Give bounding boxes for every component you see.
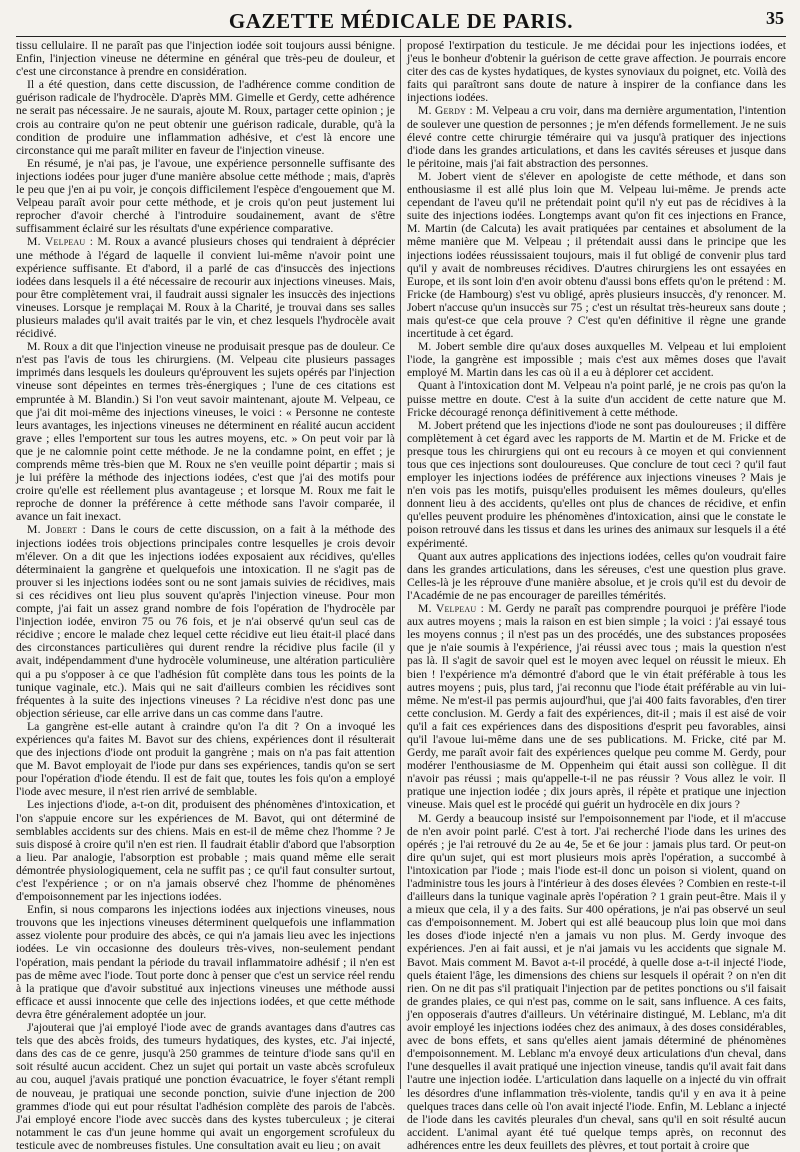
paragraph: [407, 602, 786, 812]
paragraph-text: Les injections d'iode, a-t-on dit, produisent des phénomènes d'intoxication, et l'on s'appuie encore sur les expériences de M. Bavot, qui ont déterminé de semblables accidents sur des chiens. Mais en est-il de même chez l'homme ? Je suis disposé à croire qu'il n'en est rien. Il faudrait établir d'abord que l'absorption a lieu. Par analogie, l'absorption est probable ; mais quand même elle serait démontrée physiologiquement, cela ne suffit pas ; ce qu'il faut consulter surtout, c'est l'expérience ; or on n'a jamais observé chez l'homme de phénomènes d'empoisonnement par les injections iodées.: [16, 798, 395, 904]
speaker-name: M. Jobert :: [27, 523, 86, 537]
paragraph: [16, 523, 395, 719]
right-column: [407, 39, 787, 1152]
paragraph: [16, 720, 395, 799]
paragraph-text: Enfin, si nous comparons les injections iodées aux injections vineuses, nous trouvons que les injections vineuses déterminent quelquefois une inflammation assez violente pour produire des abcès, ce qui n'a jamais lieu avec les injections iodées. Le vin occasionne des douleurs très-vives, non-seulement pendant l'opération, mais pendant la période du travail inflammatoire adhésif ; il n'en est pas de même avec l'iode. Tout porte donc à penser que c'est un service réel rendu à la pratique que d'avoir substitué aux injections vineuses une méthode aussi efficace et aussi innocente que celle des injections iodées, et que cette méthode devra être généralement adoptée un jour.: [16, 903, 395, 1021]
paragraph: [407, 379, 786, 418]
page-number: 35: [766, 8, 784, 28]
paragraph-text: M. Gerdy ne paraît pas comprendre pourquoi je préfère l'iode aux autres moyens ; mais la raison en est bien simple ; la voici : j'ai essayé tous les moyens connus ; il n'est pas un des procédés, une des substances proposées que je n'aie soumis à l'expérience, j'ai réussi avec tous ; mais la question n'est pas là. Il s'agit de savoir quel est le moyen avec lequel on réussit le mieux. Eh bien ! l'expérience m'a démontré d'abord que le vin était préférable à tous les autres moyens ; puis, plus tard, j'ai reconnu que l'iode était préférable au vin lui-même. Ne m'est-il pas permis aujourd'hui, que j'ai 400 faits favorables, d'en tirer cette conclusion. M. Gerdy a fait des expériences, dit-il ; mais il est aisé de voir qu'il a fait ces expériences dans des dispositions d'esprit peu favorables, ainsi qu'il l'avoue lui-même dans une de ses publications. M. Fricke, cité par M. Gerdy, me paraît avoir fait des expériences quelque peu comme M. Gerdy, pour modérer l'enthousiasme de M. Oppenheim qui était aussi son collègue. Il dit n'avoir pas réussi ; mais qu'appelle-t-il ne pas réussir ? Vous allez le voir. Il pratique une injection iodée ; dix jours après, il répète et pratique une injection vineuse. Mais quel est le procédé qui guérit un hydrocèle en dix jours ?: [407, 602, 787, 812]
paragraph-text: M. Jobert vient de s'élever en apologiste de cette méthode, et dans son enthousiasme il est allé plus loin que M. Velpeau lui-même. Je prends acte cependant de l'aveu qu'il ne prétendait point qu'il n'y eut pas de récidives à la suite des injections iodées. Longtemps avant qu'on fit ces injections en France, M. Martin (de Calcuta) les avait pratiquées par centaines et absolument de la même manière que M. Velpeau ; il prétendait aussi dans le principe que les injections iodées réussissaient toujours, mais il fut obligé de convenir plus tard qu'il y avait de nombreuses récidives. D'autres chirurgiens les ont essayées en Europe, et ils sont loin d'en avoir obtenu d'aussi bons effets qu'on le prétend : M. Fricke (de Hambourg) s'est vu obligé, après plusieurs insuccès, d'y renoncer. M. Jobert n'accuse qu'un insuccès sur 75 ; c'est un résultat très-heureux sans doute ; mais qu'est-ce que cela prouve ? C'est qu'en définitive il règne une grande incertitude à cet égard.: [407, 169, 786, 341]
paragraph-text: M. Gerdy a beaucoup insisté sur l'empoisonnement par l'iode, et il m'accuse de n'en avoir point parlé. C'est à tort. J'ai recherché l'iode dans les urines des opérés ; je l'ai retrouvé du 2e au 4e, 5e et 6e jour : jamais plus tard. Or peut-on dire qu'un sujet, qui est mort plusieurs mois après l'opération, a succombé à l'intoxication par l'iode ; mais l'iode est-il donc un poison si violent, quand on l'administre tous les jours à l'intérieur à des doses élevées ? Combien en reste-t-il d'ailleurs dans la tunique vaginale après l'opération ? 1 grain peut-être. Mais il y a mieux que cela, il y a des faits. Sur 400 opérations, je n'ai pas observé un seul cas d'empoisonnement. M. Jobert qui est allé beaucoup plus loin que moi dans les doses d'iode injecté n'en a jamais vu non plus. M. Gerdy invoque des expériences. J'en ai fait aussi, et je n'ai jamais vu les accidents que signale M. Bavot. Mais comment M. Bavot a-t-il procédé, à quelle dose a-t-il injecté l'iode, quels étaient l'âge, les dimensions des chiens sur lesquels il opérait ? on n'en dit rien. On ne dit pas s'il pratiquait l'injection par de petites ponctions ou s'il faisait de grandes plaies, ce qui n'est pas, comme on le sait, sans influence. A ces faits, j'en opposerais d'autres d'ailleurs. Un vétérinaire distingué, M. Leblanc, m'a dit avoir employé les injections iodées chez des animaux, à des doses considérables, avec de bons effets, et sans qu'elles aient jamais déterminé de phénomènes d'empoisonnement. M. Leblanc m'a envoyé deux articulations d'un cheval, dans l'une desquelles il avait pratiqué une injection vineuse, tandis qu'il avait fait dans l'autre une injection iodée. L'articulation dans laquelle on a injecté du vin offrait les désordres d'une inflammation très-violente, tandis qu'il y en ava it à peine quelques traces dans celle où l'on avait injecté l'iode. Enfin, M. Leblanc a injecté de l'iode dans les cavités pleurales d'un cheval, sans qu'il en soit résulté aucun accident. L'animal ayant été tué quelque temps après, on reconnut des adhérences entre les deux feuillets des plèvres, et tout portait à croire que: [407, 811, 786, 1152]
paragraph: [16, 1021, 395, 1152]
speaker-name: M. Velpeau :: [418, 602, 485, 616]
paragraph-text: Il a été question, dans cette discussion, de l'adhérence comme condition de guérison radicale de l'hydrocèle. D'après MM. Gimelle et Gerdy, cette adhérence ne serait pas nécessaire. Je ne saurais, ajoute M. Roux, partager cette opinion ; je crois au contraire qu'on ne peut obtenir une guérison radicale, durable, qu'à la condition de produire une inflammation adhésive, et c'est là encore une circonstance qui me paraît militer en faveur de l'injection vineuse.: [16, 78, 395, 157]
paragraph-text: En résumé, je n'ai pas, je l'avoue, une expérience personnelle suffisante des injections iodées pour juger d'une manière absolue cette méthode ; mais, d'après le peu que j'en ai pu voir, je conçois difficilement l'espèce d'engouement que M. Velpeau paraît avoir pour cette méthode, et je crois qu'on peut justement lui reprocher d'avoir cherché à l'introduire soudainement, avant de s'être suffisamment éclairé sur les résultats d'une expérience comparative.: [16, 156, 395, 236]
text-columns: [16, 39, 787, 1152]
page-header: [16, 6, 786, 37]
paragraph-text: M. Velpeau a cru voir, dans ma dernière argumentation, l'intention de soulever une question de personnes ; je m'en défends formellement. Je ne suis élevé contre cette chirurgie téméraire qui va jusqu'à pratiquer des injections d'iode dans les grandes articulations, et dans les cavités séreuses et jusque dans le péritoine, mais j'ai fait abstraction des personnes.: [407, 104, 786, 170]
paragraph: [16, 78, 395, 157]
paragraph: [407, 550, 786, 602]
column-divider: [400, 39, 401, 1089]
paragraph-text: Quant aux autres applications des injections iodées, celles qu'on voudrait faire dans les grandes articulations, dans les séreuses, c'est une question plus grave. Celles-là je les réprouve d'une manière absolue, et je crois qu'il est du devoir de l'Académie de ne pas encourager de pareilles témérités.: [407, 549, 786, 602]
paragraph: [407, 170, 786, 340]
paragraph: [16, 235, 395, 340]
paragraph: [16, 798, 395, 903]
paragraph: [407, 812, 786, 1152]
paragraph-text: M. Roux a dit que l'injection vineuse ne produisait presque pas de douleur. Ce n'est pas l'avis de tous les chirurgiens. (M. Velpeau cite plusieurs passages imprimés dans lesquels les douleurs qu'éprouvent les sujets opérés par l'injection vineuse sont dépeintes en termes très-énergiques ; l'une de ces citations est empruntée à M. Blandin.) Si l'on veut savoir maintenant, ajoute M. Velpeau, ce que j'ai dit moi-même des injections vineuses, le voici : « Personne ne conteste leurs avantages, les injections vineuses ne déterminent en réalité aucun accident grave ; elles l'emportent sur tous les autres moyens, etc. » On peut voir par là que je ne calomnie point cette méthode. Je ne la condamne point, en effet ; je comprends même très-bien que M. Roux ne s'en veuille point départir ; mais si je lui préfère la méthode des injections iodées, c'est que j'ai des motifs pour croire qu'elle est réellement plus avantageuse ; et lorsque M. Roux me fait le reproche de donner la préférence à cette méthode sans l'avoir comparée, il avance un fait inexact.: [16, 340, 395, 524]
paragraph-text: tissu cellulaire. Il ne paraît pas que l'injection iodée soit toujours aussi bénigne. Enfin, l'injection vineuse ne détermine en général que très-peu de douleur, et c'est une circonstance à prendre en considération.: [16, 39, 395, 79]
paragraph: [16, 157, 395, 236]
paragraph: [16, 340, 395, 523]
paragraph: [16, 903, 395, 1021]
journal-title: GAZETTE MÉDICALE DE PARIS.: [228, 8, 574, 33]
speaker-name: M. Gerdy :: [418, 104, 473, 118]
paragraph: [407, 104, 786, 169]
left-column: [16, 39, 395, 1152]
paragraph-text: La gangrène est-elle autant à craindre qu'on l'a dit ? On a invoqué les expériences qu'a faites M. Bavot sur des chiens, expériences dont il résulterait que des injections d'iode ont produit la gangrène ; mais on n'a pas fait attention que M. Bavot employait de l'iode pur dans ses expériences, tandis qu'on se sert pour l'opération d'iode étendu. Il est de fait que, toutes les fois qu'on a employé l'iode avec mesure, il n'est rien arrivé de semblable.: [16, 719, 395, 799]
paragraph: [16, 39, 395, 78]
paragraph-text: Quant à l'intoxication dont M. Velpeau n'a point parlé, je ne crois pas qu'on la puisse mettre en doute. C'est à la suite d'un accident de cette nature que M. Fricke découragé renonça définitivement à cette méthode.: [407, 379, 786, 419]
paragraph-text: M. Jobert semble dire qu'aux doses auxquelles M. Velpeau et lui emploient l'iode, la gangrène est impossible ; mais c'est aux mêmes doses que l'avait employé M. Martin dans les cas où il a eu à déplorer cet accident.: [407, 340, 786, 380]
paragraph: [407, 340, 786, 379]
paragraph-text: Dans le cours de cette discussion, on a fait à la méthode des injections iodées trois objections principales contre lesquelles je crois devoir m'élever. On a dit que les injections iodées exposaient aux récidives, qu'elles déterminaient la gangrène et quelquefois une intoxication. Il ne s'agit pas de prouver si les injections iodées sont ou ne sont jamais suivies de récidives, mais si ces récidives ont lieu plus souvent qu'après l'injection vineuse. Pour mon compte, j'ai fait un assez grand nombre de fois l'opération de l'hydrocèle par l'injection iodée, environ 75 ou 76 fois, et je n'ai observé qu'un seul cas de récidive ; encore le malade chez lequel cette récidive eut lieu était-il placé dans des circonstances particulières qui durent rendre la récidive plus facile (il y avait, indépendamment d'une hydrocèle volumineuse, une altération particulière qui a pu s'opposer à ce que l'adhésion fût complète dans tous les points de la tunique vaginale, etc.). Mais qui ne sait d'ailleurs combien les récidives sont fréquentes à la suite des injections vineuses ? La récidive n'est donc pas une objection sérieuse, car elle arrive dans un cas comme dans l'autre.: [16, 523, 395, 720]
paragraph: [407, 419, 786, 550]
paragraph-text: M. Jobert prétend que les injections d'iode ne sont pas douloureuses ; il diffère complètement à cet égard avec les rapports de M. Martin et de M. Fricke et de presque tous les chirurgiens qui ont eu recours à ce moyen et qui conviennent tous que ces injections sont douloureuses. Que conclure de tout ceci ? qu'il faut employer les injections iodées de préférence aux injections vineuses ? Mais je n'en vois pas les motifs, puisqu'elles produisent les mêmes douleurs, qu'elles donnent lieu à des accidents, qu'elles ont plus de chances de récidive, et enfin qu'elles peuvent produire les phénomènes d'intoxication, ainsi que le constate le poison retrouvé dans les tissus et dans les urines des animaux sur lesquels il a été expérimenté.: [407, 418, 786, 550]
paragraph-text: J'ajouterai que j'ai employé l'iode avec de grands avantages dans d'autres cas tels que des abcès froids, des tumeurs hydatiques, des kystes, etc. J'ai injecté, dans des cas de ce genre, jusqu'à 250 grammes de teinture d'iode sans qu'il en soit résulté aucun accident. Chez un sujet qui portait un vaste abcès scrofuleux au cou, auquel j'avais pratiqué une ponction évacuatrice, le foyer s'étant rempli de nouveau, je pratiquai une seconde ponction, suivie d'une injection de 200 grammes d'iode qui eut pour résultat l'adhésion complète des parois de l'abcès. J'ai employé encore l'iode avec succès dans des kystes tuberculeux ; je citerai notamment le cas d'un jeune homme qui avait un engorgement scrofuleux du testicule avec de nombreuses fistules. Une consultation avait eu lieu ; on avait: [16, 1021, 395, 1152]
paragraph: [407, 39, 786, 104]
paragraph-text: proposé l'extirpation du testicule. Je me décidai pour les injections iodées, et j'eus le bonheur d'obtenir la guérison de cette grave affection. Je pourrais encore citer des cas de kystes hydatiques, de kystes synoviaux du poignet, etc. Voilà des faits qui paraîtront sans doute de nature à inspirer de la confiance dans les injections iodées.: [407, 39, 786, 105]
speaker-name: M. Velpeau :: [27, 235, 94, 249]
paragraph-text: M. Roux a avancé plusieurs choses qui tendraient à déprécier une méthode à l'égard de laquelle il convient lui-même n'avoir point une expérience suffisante. Et d'abord, il a parlé de cas d'insuccès des injections iodées dans lesquels il a été nécessaire de recourir aux injections vineuses. Mais, pour être complètement vrai, il faudrait aussi signaler les insuccès des injections vineuses. Lorsque je remplaçai M. Roux à la Charité, je trouvai dans ses salles plusieurs malades qu'il avait traités par le vin, et chez lesquels l'hydrocèle avait récidivé.: [16, 235, 395, 341]
